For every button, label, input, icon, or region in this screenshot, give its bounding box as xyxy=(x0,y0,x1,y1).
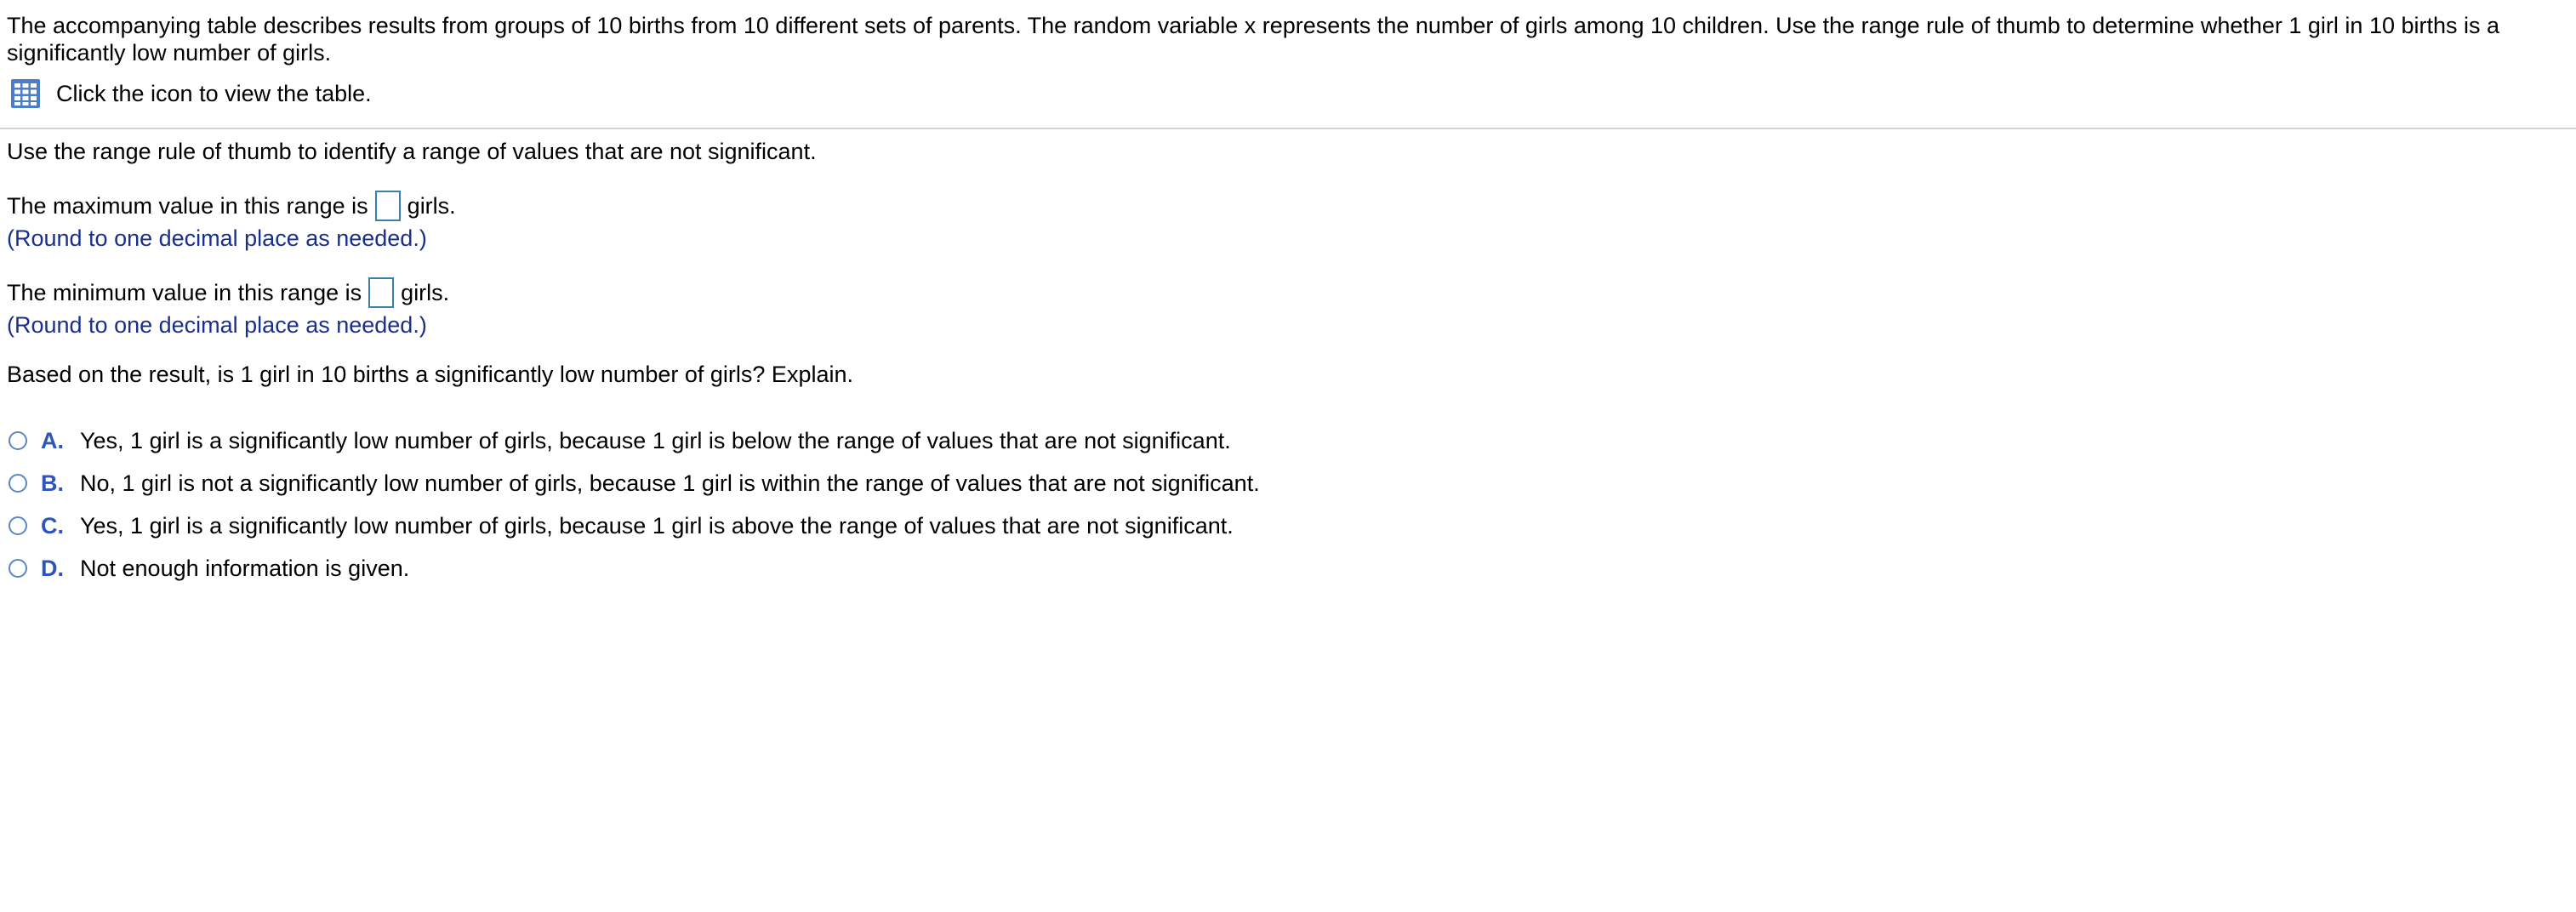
option-d-letter: D. xyxy=(41,555,64,581)
max-value-input[interactable] xyxy=(375,191,401,221)
view-table-label[interactable]: Click the icon to view the table. xyxy=(56,81,372,106)
min-value-label: The minimum value in this range is xyxy=(7,280,362,305)
option-c-letter: C. xyxy=(41,512,64,539)
option-a[interactable] xyxy=(9,425,1231,456)
option-d-text: Not enough information is given. xyxy=(80,555,410,581)
max-value-row xyxy=(7,191,456,221)
option-c[interactable] xyxy=(9,510,1234,541)
max-value-label: The maximum value in this range is xyxy=(7,193,368,219)
option-a-radio[interactable] xyxy=(9,431,27,450)
min-value-hint: (Round to one decimal place as needed.) xyxy=(7,312,427,338)
option-c-radio[interactable] xyxy=(9,516,27,535)
min-value-input[interactable] xyxy=(368,277,394,308)
question-intro: The accompanying table describes results from groups of 10 births from 10 different sets of parents. The random variable x represents the number of girls among 10 children. Use the range rule of thumb to determine whether 1 girl in 10 births is a significantly low number of girls. xyxy=(7,13,2500,66)
max-value-hint: (Round to one decimal place as needed.) xyxy=(7,225,427,251)
min-value-unit: girls. xyxy=(401,280,450,305)
range-prompt: Use the range rule of thumb to identify a range of values that are not significant. xyxy=(7,139,817,164)
option-b-letter: B. xyxy=(41,470,64,496)
option-b[interactable] xyxy=(9,468,1260,499)
max-value-unit: girls. xyxy=(407,193,456,219)
significance-prompt: Based on the result, is 1 girl in 10 births a significantly low number of girls? Explain. xyxy=(7,362,853,387)
option-a-text: Yes, 1 girl is a significantly low number of girls, because 1 girl is below the range of values that are not significant. xyxy=(80,427,1231,453)
option-c-text: Yes, 1 girl is a significantly low number of girls, because 1 girl is above the range of values that are not significant. xyxy=(80,512,1234,539)
option-d[interactable] xyxy=(9,553,409,584)
section-divider xyxy=(0,128,2576,129)
option-d-radio[interactable] xyxy=(9,559,27,578)
option-b-text: No, 1 girl is not a significantly low number of girls, because 1 girl is within the range of values that are not significant. xyxy=(80,470,1260,496)
min-value-row xyxy=(7,277,449,308)
view-table-link[interactable] xyxy=(10,78,372,109)
option-a-letter: A. xyxy=(41,427,64,453)
option-b-radio[interactable] xyxy=(9,474,27,493)
table-grid-icon[interactable] xyxy=(10,78,41,109)
